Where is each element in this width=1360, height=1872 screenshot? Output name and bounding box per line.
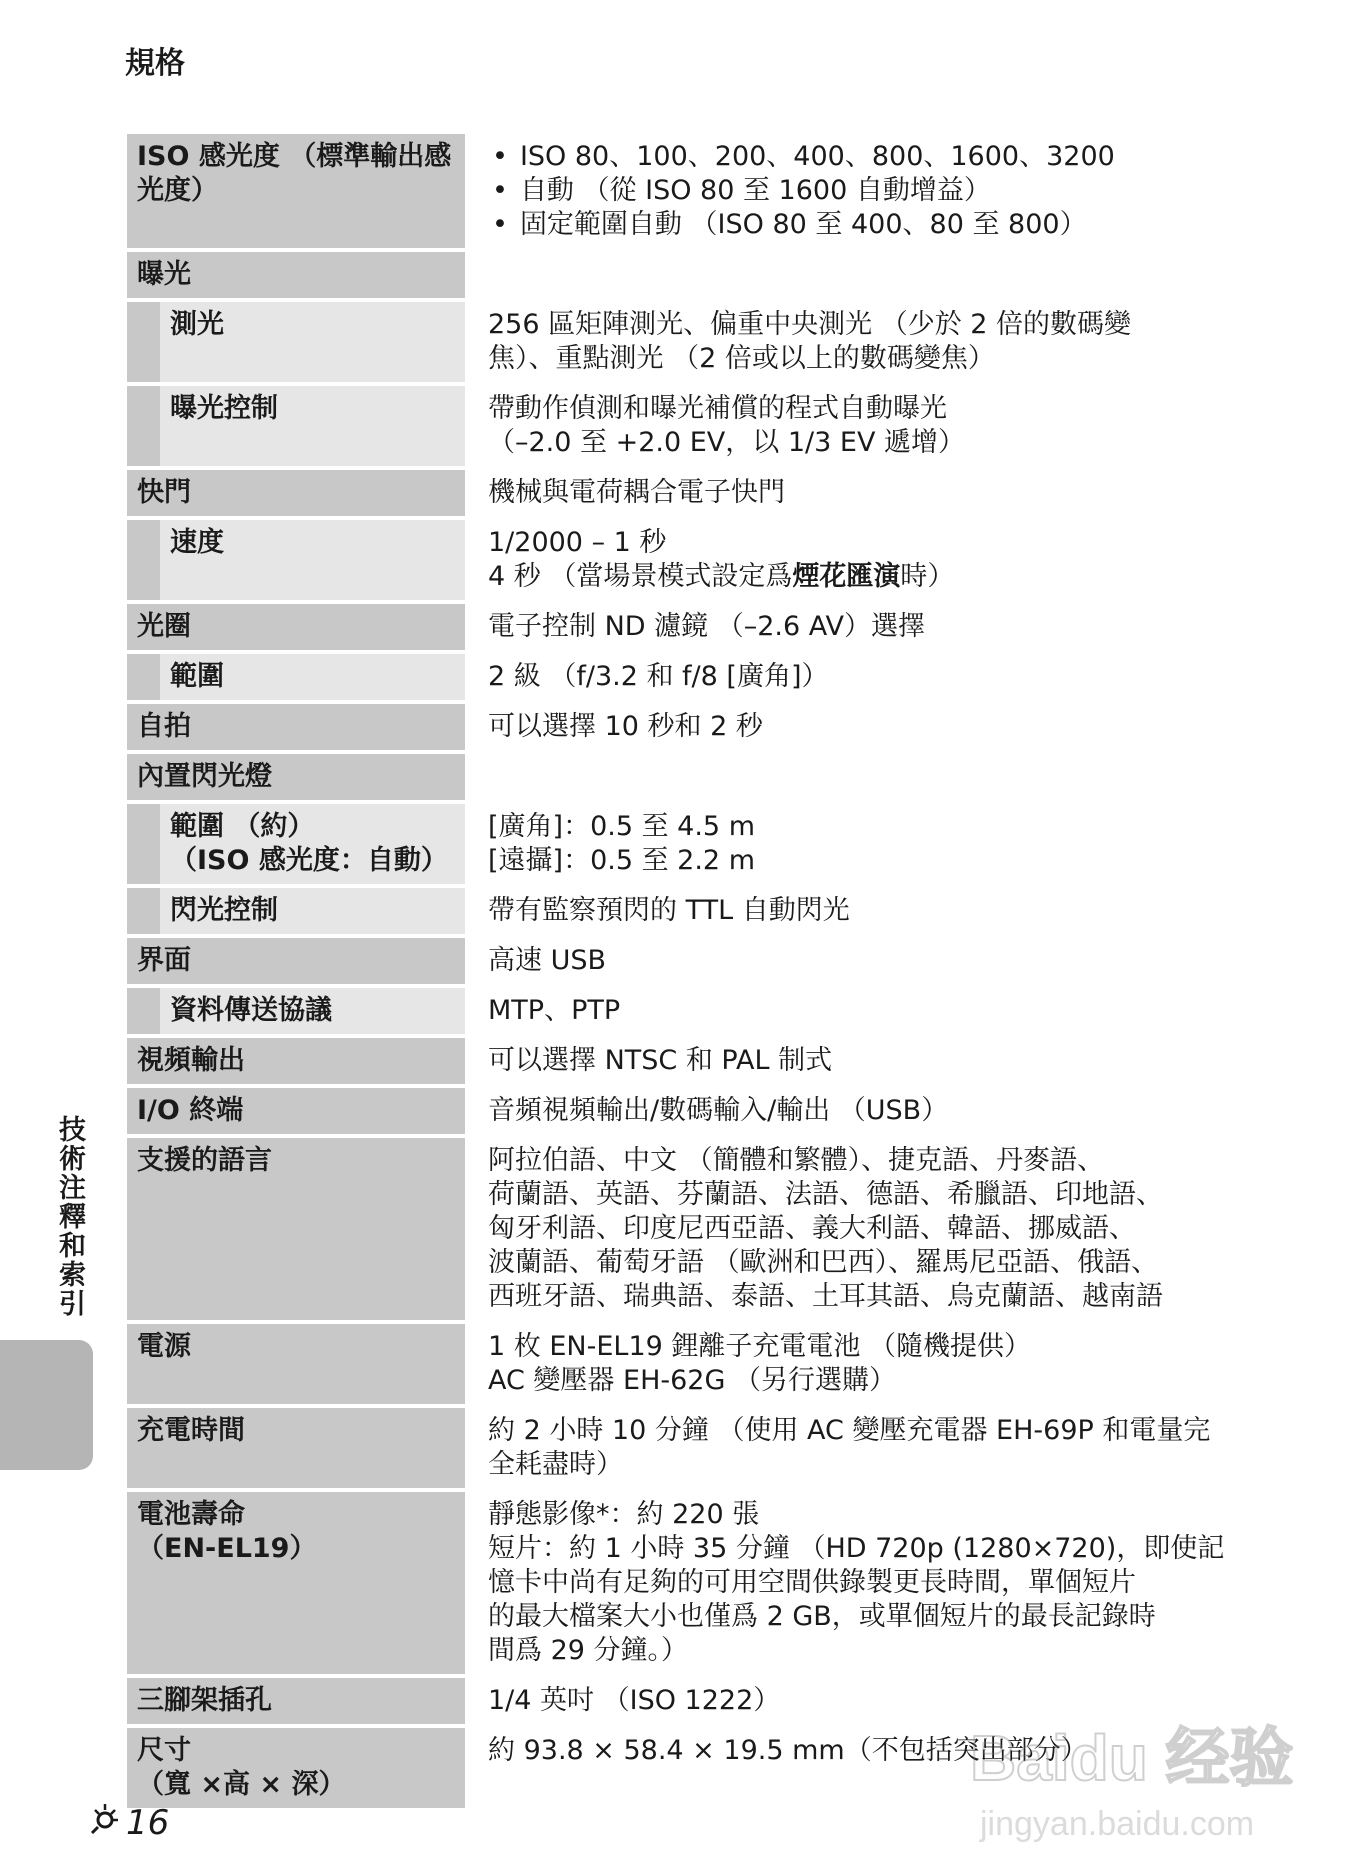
technical-notes-icon [88,1800,122,1843]
spec-label: 界面 [127,938,465,984]
spec-label: 範圍 （約） （ISO 感光度：自動） [127,804,465,884]
spec-row [127,888,1242,938]
page-number [88,1800,169,1843]
spec-value: MTP、PTP [488,995,621,1026]
spec-row [127,804,1242,888]
spec-label: 速度 [127,520,465,600]
spec-value: 靜態影像*：約 220 張 短片：約 1 小時 35 分鐘 （HD 720p (1280×720)，即使記 憶卡中尚有足夠的可用空間供錄製更長時間，單個短片 的最大檔案大小也僅爲 2 GB，或單個短片的最長記錄時 間爲 29 分鐘。） [488,1499,1225,1666]
spec-row [127,704,1242,754]
page-number-text: 16 [126,1803,170,1843]
spec-row [127,520,1242,604]
spec-row [127,1088,1242,1138]
spec-label: 資料傳送協議 [127,988,465,1034]
spec-label: 快門 [127,470,465,516]
spec-value: 高速 USB [488,945,607,976]
spec-value: 音頻視頻輸出/數碼輸入/輸出 （USB） [488,1095,949,1126]
spec-label: 曝光控制 [127,386,465,466]
spec-value: 可以選擇 NTSC 和 PAL 制式 [488,1045,833,1076]
spec-row [127,1408,1242,1492]
section-side-label: 技術注釋和索引 [54,1115,85,1318]
spec-table [127,134,1242,1812]
spec-value: 機械與電荷耦合電子快門 [488,477,785,508]
spec-value: 約 2 小時 10 分鐘 （使用 AC 變壓充電器 EH-69P 和電量完 全耗盡時） [488,1415,1211,1480]
spec-value: 256 區矩陣測光、偏重中央測光 （少於 2 倍的數碼變 焦）、重點測光 （2 倍或以上的數碼變焦） [488,309,1132,374]
spec-label: 支援的語言 [127,1138,465,1320]
spec-row [127,1324,1242,1408]
spec-value [465,252,1242,298]
spec-label: 尺寸 （寬 ×高 × 深） [127,1728,465,1808]
spec-label: 光圈 [127,604,465,650]
spec-row [127,1138,1242,1324]
spec-value: 可以選擇 10 秒和 2 秒 [488,711,763,742]
watermark-url: jingyan.baidu.com [980,1805,1255,1843]
spec-row [127,470,1242,520]
spec-value: 約 93.8 × 58.4 × 19.5 mm（不包括突出部分） [488,1735,1088,1766]
spec-label: 自拍 [127,704,465,750]
spec-label: 充電時間 [127,1408,465,1488]
spec-label: 視頻輸出 [127,1038,465,1084]
spec-value: 2 級 （f/3.2 和 f/8 [廣角]） [488,661,829,692]
spec-row [127,1492,1242,1678]
spec-value: 帶有監察預閃的 TTL 自動閃光 [488,895,850,926]
spec-row [127,252,1242,302]
spec-value: [廣角]：0.5 至 4.5 m [遠攝]：0.5 至 2.2 m [488,811,755,876]
spec-row [127,1038,1242,1088]
spec-value: 阿拉伯語、中文 （簡體和繁體）、捷克語、丹麥語、 荷蘭語、英語、芬蘭語、法語、德語、希臘語、印地語、 匈牙利語、印度尼西亞語、義大利語、韓語、挪威語、 波蘭語、葡萄牙語 （歐洲和巴西）、羅馬尼亞語、俄語、 西班牙語、瑞典語、泰語、土耳其語、烏克蘭語、越南語 [488,1145,1163,1312]
spec-value: 1/4 英吋 （ISO 1222） [488,1685,781,1716]
spec-value [465,754,1242,800]
spec-value: 1 枚 EN-EL19 鋰離子充電電池 （隨機提供） AC 變壓器 EH-62G （另行選購） [488,1331,1031,1396]
page-title: 規格 [125,46,185,81]
spec-row [127,386,1242,470]
spec-value: 電子控制 ND 濾鏡 （–2.6 AV）選擇 [488,611,925,642]
spec-value: • ISO 80、100、200、400、800、1600、3200 • 自動 （從 ISO 80 至 1600 自動增益） • 固定範圍自動 （ISO 80 至 400、80 至 800） [465,134,1242,248]
spec-label: 閃光控制 [127,888,465,934]
spec-label: 電池壽命 （EN-EL19） [127,1492,465,1674]
spec-row [127,988,1242,1038]
spec-row [127,938,1242,988]
spec-label: ISO 感光度 （標準輸出感光度） [127,134,465,248]
spec-row [127,134,1242,252]
spec-value: 帶動作偵測和曝光補償的程式自動曝光 （–2.0 至 +2.0 EV，以 1/3 EV 遞增） [488,393,966,458]
watermark [960,1700,1300,1850]
spec-label: 內置閃光燈 [127,754,465,800]
spec-row [127,302,1242,386]
spec-value: 1/2000 – 1 秒 4 秒 （當場景模式設定爲煙花匯演時） [488,527,955,592]
spec-row [127,754,1242,804]
spec-label: 三腳架插孔 [127,1678,465,1724]
spec-row [127,654,1242,704]
section-tab [0,1340,93,1470]
spec-label: 曝光 [127,252,465,298]
spec-label: 電源 [127,1324,465,1404]
spec-row [127,604,1242,654]
spec-label: 測光 [127,302,465,382]
watermark-brand: Baidu 经验 [970,1722,1294,1794]
spec-label: 範圍 [127,654,465,700]
spec-label: I/O 終端 [127,1088,465,1134]
